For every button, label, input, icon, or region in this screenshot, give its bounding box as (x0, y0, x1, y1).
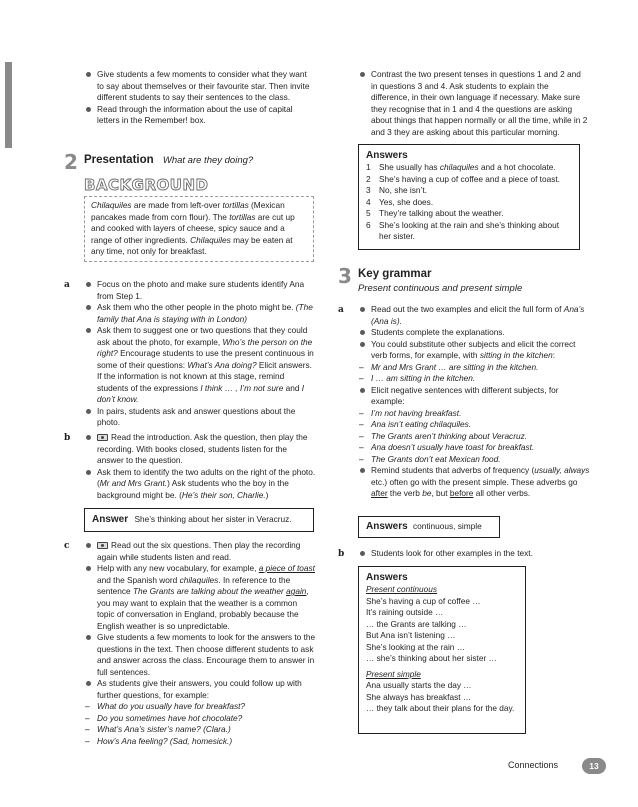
step-letter: a (338, 305, 344, 315)
present-continuous-heading: Present continuous (366, 584, 438, 594)
answer-item (366, 185, 572, 197)
footer-label: Connections (508, 760, 559, 770)
margin-bar (5, 62, 12, 148)
answer-text: No, she isn’t. (379, 185, 427, 195)
list-item: – Ana isn’t eating chilaquiles. (358, 419, 590, 431)
list-item (84, 302, 316, 325)
answer-number: 2 (366, 173, 371, 184)
text-italic: Chilaquiles (91, 200, 132, 210)
text-italic: chilaquiles (179, 574, 219, 585)
text-italic: be (422, 488, 432, 498)
text: (Mexican pancakes made from corn flour). The (91, 200, 285, 222)
text: are made from left-over (131, 200, 223, 210)
answer-box (84, 508, 314, 532)
text: and the Spanish word (97, 574, 180, 585)
answers-title: Answers (366, 572, 408, 583)
text: Remind students that adverbs of frequency ( (371, 465, 535, 475)
list-item (358, 304, 590, 327)
list-item: – The Grants don’t eat Mexican food. (358, 454, 590, 466)
list-item: As students give their answers, you could follow up with further questions, for example: (84, 678, 316, 701)
text-italic-underline: again (286, 586, 307, 596)
section-subtitle: Present continuous and present simple (358, 283, 523, 294)
right-intro-bullet (358, 69, 588, 138)
answer-text: She’s having a cup of coffee and a piece of toast. (379, 173, 560, 184)
background-box (84, 196, 314, 262)
list-item: Read through the information about the use of capital letters in the Remember! box. (84, 104, 312, 127)
text-italic-underline: a piece of toast (258, 563, 315, 573)
answers-title: Answers (366, 150, 408, 161)
list-item: – What’s Ana’s sister’s name? (Clara.) (84, 724, 316, 736)
list-item: – Ana doesn’t usually have toast for breakfast. (358, 442, 590, 454)
answer-line: Ana usually starts the day … (366, 680, 472, 690)
text: the verb (387, 488, 423, 498)
list-item: In pairs, students ask and answer questions about the photo. (84, 406, 316, 429)
answers-box-2 (358, 566, 526, 734)
section-title-text: Presentation (84, 154, 154, 166)
answer-text: and a hot chocolate. (478, 162, 556, 172)
answer-number: 4 (366, 196, 371, 207)
step-letter: a (64, 280, 70, 290)
text-italic: tortillas (222, 200, 249, 210)
text-italic: Ana’s (Ana is). (371, 304, 585, 326)
audio-cd-icon[interactable] (97, 434, 108, 441)
text: Help with any new vocabulary, for example, (97, 563, 259, 573)
text: may be eaten at any time, not only for breakfast. (91, 234, 293, 256)
section-title (84, 154, 253, 167)
list-item: Students complete the explanations. (358, 327, 590, 339)
text-italic: What’s Ana doing? (187, 359, 257, 370)
section-number: 3 (338, 264, 352, 288)
text: , you may want to explain that the weather is a common topic of conversation in England, probably because the English weather is so unpredictable. (97, 586, 309, 631)
answer-text: They’re talking about the weather. (379, 208, 504, 218)
answer-text-italic: chilaquiles (439, 162, 479, 172)
section-title: Key grammar (358, 268, 432, 280)
text: are cut up and cooked with layers of cheese, spicy sauce and a range of other ingredients. (91, 211, 295, 245)
list-item: – Mr and Mrs Grant … are sitting in the kitchen. (358, 362, 590, 374)
answer-line: It’s raining outside … (366, 607, 444, 617)
list-item: Give students a few moments to look for the answers to the questions in the text. Then choose different students to ask and answer across the class. Encourage them to answer in full sentences. (84, 632, 316, 678)
answer-number: 5 (366, 208, 371, 218)
text-italic: I don’t know. (97, 382, 305, 404)
answer-number: 3 (366, 185, 371, 195)
text: . In reference to the sentence (97, 574, 291, 596)
text: Ask them to suggest one or two questions that they could ask about the photo, for example, (97, 325, 308, 347)
text: Elicit answers. If the information is not known at this stage, remind students of the expressions (97, 359, 312, 393)
step-a-bullets (84, 279, 316, 429)
list-item: – How’s Ana feeling? (Sad, homesick.) (84, 736, 316, 748)
text-italic: usually, always (534, 465, 590, 475)
answers-box (358, 144, 580, 250)
answer-item (366, 174, 572, 186)
list-item (358, 465, 590, 500)
text: Read out the two examples and elicit the full form of (371, 304, 564, 314)
right-step-b-bullets (358, 548, 588, 560)
list-item (84, 563, 316, 632)
present-simple-lines (366, 680, 518, 715)
answer-item (366, 197, 572, 209)
list-item: – I’m not having breakfast. (358, 408, 590, 420)
text-italic: The Grants are talking about the weather (132, 586, 287, 596)
list-item (84, 325, 316, 406)
right-step-a-bullets (358, 304, 590, 500)
background-heading: BACKGROUND (84, 176, 209, 194)
audio-cd-icon[interactable] (97, 542, 108, 549)
section-number: 2 (64, 150, 78, 174)
list-item (84, 467, 316, 502)
step-letter: b (64, 433, 71, 443)
list-item: Give students a few moments to consider what they want to say about themselves or their favourite star. Then invite different students to say their sentences to the class. (84, 69, 312, 104)
answer-line: … they talk about their plans for the day. (366, 703, 515, 713)
list-item (84, 540, 316, 563)
text: Ask them to identify the two adults on the right of the photo. ( (97, 466, 316, 488)
answer-label: Answer (92, 514, 129, 525)
list-item: Elicit negative sentences with different subjects, for example: (358, 385, 590, 408)
step-letter: c (64, 541, 70, 551)
list-item (358, 339, 590, 362)
text-italic: Chilaquiles (190, 234, 231, 245)
text: ) Ask students who the boy in the background might be. ( (97, 478, 289, 500)
step-letter: b (338, 549, 345, 559)
answer-item (366, 220, 572, 243)
answer-item (366, 162, 572, 174)
answer-line: She’s looking at the rain … (366, 641, 466, 652)
answers-inline-box (358, 516, 500, 538)
text-italic: sitting in the kitchen (479, 350, 553, 360)
answers-label: Answers (366, 521, 408, 532)
page-number-badge: 13 (582, 758, 606, 774)
answer-line: She always has breakfast … (366, 691, 472, 702)
list-item: Focus on the photo and make sure students identify Ana from Step 1. (84, 279, 316, 302)
step-b-bullets (84, 432, 316, 501)
list-item: – I … am sitting in the kitchen. (358, 373, 590, 385)
list-item: – What do you usually have for breakfast? (84, 701, 316, 713)
text: , but (431, 488, 450, 498)
text: ) (265, 489, 269, 500)
section-subtitle: What are they doing? (162, 155, 254, 166)
answer-text: She usually has (379, 162, 440, 172)
list-item (84, 432, 316, 467)
text: and (283, 382, 302, 393)
answer-item (366, 208, 572, 220)
answer-line: … the Grants are talking … (366, 618, 467, 629)
answer-number: 6 (366, 219, 371, 230)
intro-bullets (84, 69, 312, 127)
text-italic: I think … , I’m not sure (200, 382, 284, 393)
text-italic: Who’s the person on the right? (97, 336, 313, 358)
text: etc.) often go with the present simple. These adverbs go (371, 476, 578, 487)
text: You could substitute other subjects and elicit the correct verb forms, for example, with (371, 338, 576, 360)
present-continuous-lines (366, 596, 518, 665)
text-underline: after (371, 488, 388, 498)
text-italic: (The family that Ana is staying with in London) (97, 302, 313, 324)
text-italic: He’s their son, Charlie. (181, 489, 266, 500)
answer-line: … she’s thinking about her sister … (366, 653, 497, 663)
answer-line: She’s having a cup of coffee … (366, 595, 481, 606)
answers-text: continuous, simple (413, 521, 482, 531)
text-underline: before (449, 488, 474, 498)
text: Read out the six questions. Then play the recording again while students listen and read. (97, 540, 301, 562)
answer-text: Yes, she does. (379, 196, 434, 207)
text-italic: Mr and Mrs Grant. (99, 478, 168, 488)
text-italic: tortillas (229, 211, 256, 222)
answers-list (366, 162, 572, 243)
text: Ask them who the other people in the photo might be. (97, 302, 296, 312)
list-item: Students look for other examples in the text. (358, 548, 588, 560)
answer-text: She’s looking at the rain and she’s thinking about her sister. (379, 219, 560, 241)
answer-text: She’s thinking about her sister in Veracruz. (134, 514, 292, 524)
text: : (552, 350, 556, 360)
list-item: – Do you sometimes have hot chocolate? (84, 713, 316, 725)
list-item: – The Grants aren’t thinking about Veracruz. (358, 431, 590, 443)
step-c-bullets (84, 540, 316, 747)
list-item: Contrast the two present tenses in questions 1 and 2 and in questions 3 and 4. Ask students to explain the difference, in their own language if necessary. Make sure they recognise that in 1 and 4 the questions are asking about things that happen normally or all the time, while in 2 and 3 they are asking about this particular morning. (358, 69, 588, 138)
text: Encourage students to use the present continuous in some of their questions: (97, 348, 314, 370)
answer-number: 1 (366, 162, 371, 172)
text: Read the introduction. Ask the question, then play the recording. With books closed, students listen for the answer to the question. (97, 432, 308, 465)
text: all other verbs. (473, 488, 531, 498)
answer-line: But Ana isn’t listening … (366, 630, 456, 640)
present-simple-heading: Present simple (366, 668, 421, 679)
